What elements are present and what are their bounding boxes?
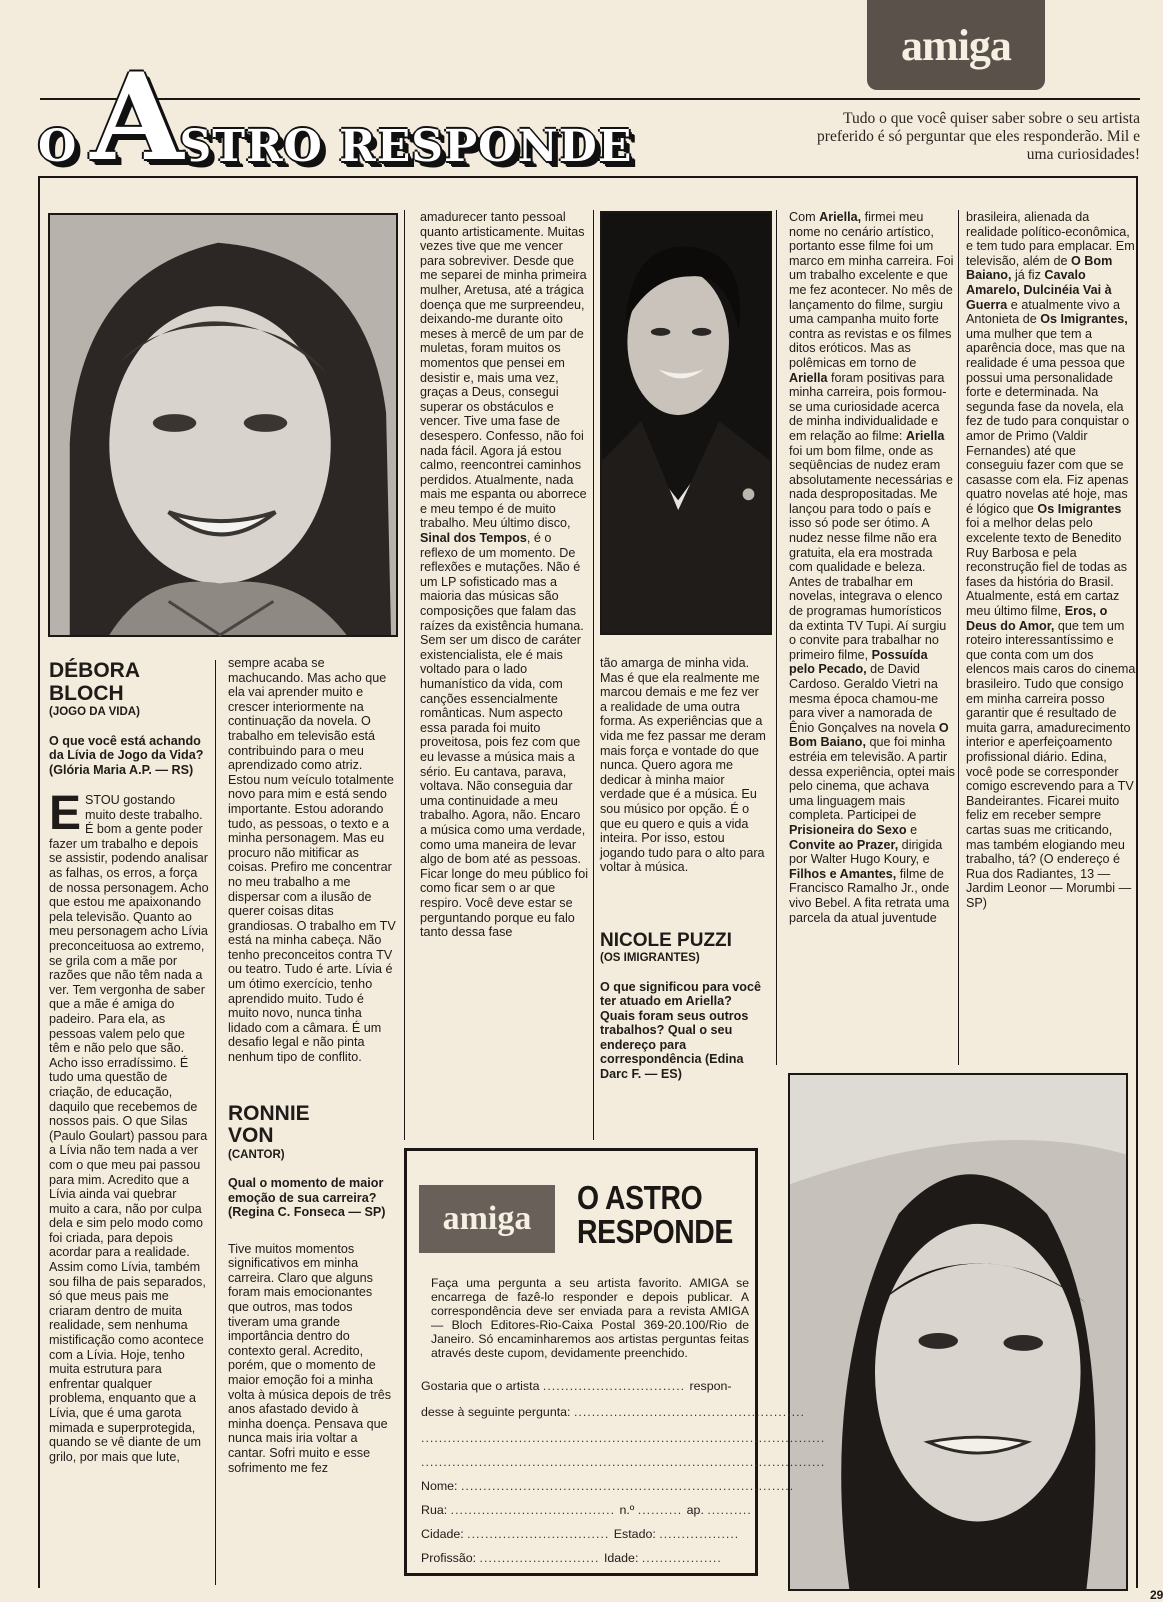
coupon-street-label: Rua: xyxy=(421,1503,448,1517)
work-title: Filhos e Amantes, xyxy=(789,866,897,881)
answer-text-segment: filme de Francisco Ramalho Jr., onde vivo Bebel. A fita retrata uma parcela da atual juventude xyxy=(789,866,950,925)
coupon-apt-label: ap. xyxy=(686,1503,704,1517)
answer-text-segment: que tem um roteiro interessantíssimo e que conta com um dos elencos mais caros do cinema brasileiro. Tudo que consigo em minha carreira posso garantir que é resultado de muita garra, amadurecimento interior e aperfeiçoamento profissional diário. Edina, você pode se corresponder comigo escrevendo para a TV Bandeirantes. Ficarei muito feliz em receber sempre cartas suas me criticando, mas também elogiando meu trabalho, tá? (O endereço é Rua dos Radiantes, 13 — Jardim Leonor — Morumbi — SP) xyxy=(966,618,1136,910)
answer-text-segment: e atualmente vivo a Antonieta de xyxy=(966,297,1121,327)
nicole-name: NICOLE PUZZI xyxy=(600,929,732,951)
fill-dots: .................. xyxy=(659,1527,740,1541)
nicole-question: O que significou para você ter atuado em Ariella? Quais foram seus outros trabalhos? Qual o seu endereço para correspondência (Edina Darc F. — ES) xyxy=(600,979,761,1081)
ronnie-answer-text-2b: , é o reflexo de um momento. De reflexões e mutações. Não é um LP sofisticado mas a maioria das músicas são composições que falam das raízes da existência humana. Sem ser um disco de caráter existencialista, ele é mais voltado para o lado humanístico da vida, com canções essencialmente românticas. Num aspecto essa parada foi muito proveitosa, pois fez com que eu levasse a música mais a sério. Eu cantava, parava, voltava. Não conseguia dar uma continuidade a meu trabalho. Agora, não. Encaro a música como uma verdade, como uma maneira de levar algo de bom até as pessoas. Ficar longe do meu público foi como ficar sem o ar que respiro. Você deve estar se perguntando porque eu falo tanto dessa fase xyxy=(420,531,589,940)
work-title: Ariella xyxy=(789,370,828,385)
answer-text-segment: foi a melhor delas pelo excelente texto de Benedito Ruy Barbosa e pela reconstrução fiel de todas as fases da história do Brasil. Atualmente, está em cartaz meu último filme, xyxy=(966,516,1128,619)
work-title: Convite ao Prazer, xyxy=(789,837,899,852)
answer-text-segment: foram positivas para minha carreira, pois formou-se uma curiosidade acerca de minha individualidade e em relação ao filme: xyxy=(789,370,947,443)
ronnie-answer-part-1: Tive muitos momentos significativos em minha carreira. Claro que alguns foram mais emocionantes que outros, mas todos tiveram uma grande importância dentro do contexto geral. Acredito, porém, que o momento de maior emoção foi a minha volta à música depois de três anos afastado devido à minha doença. Pensava que nunca mais iria voltar a cantar. Sofri muito e esse sofrimento me fez xyxy=(228,1241,392,1475)
fill-dots: ................................ xyxy=(542,1379,690,1393)
title-rest: STRO RESPONDE xyxy=(179,121,633,172)
answer-text-segment: que foi minha estréia em televisão. A partir dessa experiência, optei mais pelo cinema, que achava uma linguagem mais completa. Participei de xyxy=(789,735,955,823)
coupon-name-label: Nome: xyxy=(421,1479,458,1493)
debora-name xyxy=(49,660,209,705)
coupon-age-label: Idade: xyxy=(603,1551,639,1565)
coupon-title-line1: O ASTRO xyxy=(577,1179,703,1216)
fill-dots: ........................... xyxy=(479,1551,604,1565)
fill-dots: ................................ xyxy=(467,1527,614,1541)
ronnie-name-line1: RONNIE xyxy=(228,1101,310,1125)
coupon-title-line2: RESPONDE xyxy=(577,1212,733,1250)
coupon-blank-line[interactable] xyxy=(421,1455,826,1469)
album-title: Sinal dos Tempos xyxy=(420,531,527,546)
work-title: O Bom Baiano, xyxy=(789,720,949,750)
debora-question: O que você está achando da Lívia de Jogo da Vida? (Glória Maria A.P. — RS) xyxy=(49,733,204,777)
answer-text-segment: brasileira, alienada da realidade político-econômica, e tem tudo para emplacar. Em televisão, além de xyxy=(966,210,1135,268)
debora-answer-text-1: STOU gostando muito deste trabalho. É bom a gente poder fazer um trabalho e depois se assistir, podendo analisar as falhas, os erros, a força de nossa personagem. Acho que estou me apaixonando pela televisão. Quanto ao meu personagem acho Lívia preconceituosa ao extremo, se grila com a mãe por razões que não têm nada a ver. Tem vergonha de saber que a mãe é amiga do padeiro. Para ela, as pessoas valem pelo que têm e não pelo que são. Acho isso erradíssimo. É tudo uma questão de criação, de educação, daquilo que recebemos de nossos pais. O que Silas (Paulo Goulart) passou para a Lívia não tem nada a ver com o que meu pai passou para mim. Acredito que a Lívia ainda vai quebrar muito a cara, não por culpa dela e sim pelo modo como foi criada, para depois acordar para a realidade. Assim como Lívia, também sou filha de pais separados, só que meus pais me criaram dentro de muita realidade, sem nenhuma mistificação como acontece com a Lívia. Hoje, tenho muita estrutura para enfrentar qualquer problema, enquanto que a Lívia, que é uma garota mimada e superprotegida, quando se vê diante de um grilo, por mais que lute, xyxy=(49,793,209,1464)
work-title: Eros, o Deus do Amor, xyxy=(966,604,1108,633)
column-4 xyxy=(600,656,768,1081)
fill-dots: .......... xyxy=(637,1503,687,1517)
debora-column-1 xyxy=(49,660,209,1464)
debora-name-line1: DÉBORA xyxy=(49,659,141,682)
fill-dots: ........................................................................... xyxy=(460,1479,795,1493)
column-rule xyxy=(958,210,959,1065)
coupon-city-line[interactable] xyxy=(421,1527,747,1541)
answer-text-segment: de David Cardoso. Geraldo Vietri na mesma época chamou-me para viver a namorada de Ênio Gonçalves na novela xyxy=(789,662,939,735)
coupon-question-label: desse à seguinte pergunta: xyxy=(421,1405,571,1419)
fill-dots: ........................................................................................... xyxy=(421,1431,826,1445)
work-title: Prisioneira do Sexo xyxy=(789,822,907,837)
title-rule xyxy=(40,98,1140,100)
coupon-artist-label: Gostaria que o artista xyxy=(421,1379,540,1393)
debora-answer-part-1 xyxy=(49,787,209,1464)
answer-text-segment: uma mulher que tem a aparência doce, mas que na realidade é uma pessoa que possui uma personalidade forte e determinada. Na segunda fase da novela, ela fez de tudo para conquistar o amor de Primo (Valdir Fernandes) até que conseguiu fazer com que se casasse com ela. Fiz apenas quatro novelas até hoje, mas é lógico que xyxy=(966,326,1130,516)
nicole-column-2 xyxy=(966,210,1136,911)
column-rule xyxy=(776,210,777,1065)
column-rule xyxy=(404,210,405,1140)
answer-text-segment: foi um bom filme, onde as seqüências de nudez eram absolutamente necessárias e nada despropositadas. Me lançou para todo o país e isso só pode ser ótimo. A nudez nesse filme não era gratuita, ela era mostrada com qualidade e beleza. Antes de trabalhar em novelas, integrava o elenco de programas humorísticos da extinta TV Tupi. Aí surgiu o convite para trabalhar no primeiro filme, xyxy=(789,443,953,662)
debora-bloch-photo xyxy=(48,213,398,637)
coupon-profession-line[interactable] xyxy=(421,1551,747,1565)
coupon-instructions: Faça uma pergunta a seu artista favorito. AMIGA se encarrega de fazê-lo responder e depois publicar. A correspondência deve ser enviada para a revista AMIGA — Bloch Editores-Rio-Caixa Postal 369-20.100/Rio de Janeiro. Só encaminharemos aos artistas perguntas feitas através deste cupom, devidamente preenchido. xyxy=(431,1276,749,1360)
work-title: Os Imigrantes, xyxy=(1040,312,1128,327)
ronnie-name-line2: VON xyxy=(228,1124,274,1148)
column-rule xyxy=(215,660,216,1585)
page-number: 29 xyxy=(1150,1588,1163,1602)
nicole-puzzi-photo xyxy=(788,1073,1128,1591)
ronnie-answer-part-2 xyxy=(420,210,588,940)
nicole-column-1 xyxy=(789,210,955,925)
column-3 xyxy=(420,210,588,940)
ronnie-von-photo xyxy=(600,211,772,635)
ronnie-name xyxy=(228,1103,396,1148)
nicole-role: (OS IMIGRANTES) xyxy=(600,952,700,965)
answer-text-segment: dirigida por Walter Hugo Koury, e xyxy=(789,837,943,867)
coupon-artist-line[interactable] xyxy=(421,1379,747,1393)
coupon-amiga-logo xyxy=(419,1185,555,1253)
ronnie-question: Qual o momento de maior emoção de sua carreira? (Regina C. Fonseca — SP) xyxy=(228,1176,386,1220)
coupon-street-line[interactable] xyxy=(421,1503,752,1517)
work-title: Ariella xyxy=(905,428,945,443)
coupon-blank-line[interactable] xyxy=(421,1431,826,1445)
answer-text-segment: firmei meu nome no cenário artístico, portanto esse filme foi um marco em minha carreira. Foi um trabalho excelente e que me fez acontecer. No mês de lançamento do filme, surgiu uma campanha muito forte contra as revistas e os filmes ditos eróticos. Mas as polêmicas em torno de xyxy=(789,210,954,370)
coupon-city-label: Cidade: xyxy=(421,1527,464,1541)
coupon-name-line[interactable] xyxy=(421,1479,795,1493)
debora-role: (JOGO DA VIDA) xyxy=(49,706,140,719)
work-title: O Bom Baiano, xyxy=(966,253,1113,283)
work-title: Cavalo Amarelo, Dulcinéia Vai à Guerra xyxy=(966,268,1112,312)
answer-text-segment: já fiz xyxy=(1011,268,1045,283)
intro-text: Tudo o que você quiser saber sobre o seu artista preferido é só perguntar que eles responderão. Mil e uma curiosidades! xyxy=(817,110,1140,163)
ronnie-answer-part-3: tão amarga de minha vida. Mas é que ela realmente me marcou demais e me fez ver a realidade de uma outra forma. As experiências que a vida me fez passar me deram mais força e vontade do que nunca. Quero agora me dedicar à minha maior verdade que é a música. Eu sou músico por opção. É o que eu quero e quis a vida inteira. Por isso, estou jogando tudo para o alto para voltar à música. xyxy=(600,656,766,875)
coupon-logo-text: amiga xyxy=(442,1200,532,1237)
ronnie-answer-text-2a: amadurecer tanto pessoal quanto artisticamente. Muitas vezes tive que me vencer para sobreviver. Desde que me separei de minha primeira mulher, Aretusa, até a trágica doença que me surpreendeu, deixando-me durante oito meses à mercê de um par de muletas, foram muitos os momentos que pensei em desistir e, mais uma vez, graças a Deus, consegui superar os obstáculos e vencer. Tive uma fase de desespero. Confesso, não foi nada fácil. Agora já estou calmo, reencontrei caminhos perdidos. Atualmente, nada mais me espanta ou aborrece e meu tempo é de muito trabalho. Meu último disco, xyxy=(420,210,587,531)
column-2 xyxy=(228,656,396,1475)
fill-dots: .................. xyxy=(641,1551,722,1565)
coupon-title xyxy=(577,1179,733,1250)
drop-cap: E xyxy=(49,787,82,841)
coupon-profession-label: Profissão: xyxy=(421,1551,477,1565)
amiga-logo xyxy=(867,0,1045,90)
debora-answer-part-2: sempre acaba se machucando. Mas acho que ela vai aprender muito e crescer interiormente na continuação da novela. O trabalho em televisão está contribuindo para o meu aprendizado como atriz. Estou num veículo totalmente novo para mim e está sendo importante. Estou adorando tudo, as pessoas, o texto e a minha personagem. Mas eu procuro não mitificar as coisas. Prefiro me concentrar no meu trabalho a me dispersar com a ilusão de querer coisas ditas grandiosas. O trabalho em TV está na minha cabeça. Não tenho preconceitos contra TV ou teatro. Tudo é arte. Lívia é um ótimo exercício, tenho aprendido muito. Tudo é muito novo, nunca tinha lidado com a câmara. É um desafio legal e não pinta nenhum tipo de conflito. xyxy=(228,656,396,1065)
fill-dots: .................................................... xyxy=(573,1405,805,1419)
page-title xyxy=(38,47,633,188)
fill-dots: ........................................................................................... xyxy=(421,1455,826,1469)
work-title: Possuída pelo Pecado, xyxy=(789,647,928,677)
debora-name-line2: BLOCH xyxy=(49,681,124,705)
answer-text-segment: Com xyxy=(789,210,820,224)
work-title: Os Imigrantes xyxy=(1037,501,1122,516)
coupon-state-label: Estado: xyxy=(613,1527,656,1541)
coupon-number-label: n.º xyxy=(619,1503,635,1517)
column-rule xyxy=(593,210,594,1140)
title-o: O xyxy=(38,121,77,172)
fill-dots: .......... xyxy=(707,1503,752,1517)
title-big-a: A xyxy=(90,47,184,188)
question-coupon xyxy=(404,1148,826,1576)
nicole-answer-part-1 xyxy=(789,210,955,925)
logo-text: amiga xyxy=(901,20,1011,70)
coupon-respon-label: respon- xyxy=(689,1379,732,1393)
coupon-question-line[interactable] xyxy=(421,1405,805,1419)
answer-text-segment: e xyxy=(906,822,918,837)
fill-dots: ..................................... xyxy=(450,1503,620,1517)
work-title: Ariella, xyxy=(819,210,862,224)
nicole-answer-part-2 xyxy=(966,210,1136,911)
ronnie-role: (CANTOR) xyxy=(228,1148,285,1161)
